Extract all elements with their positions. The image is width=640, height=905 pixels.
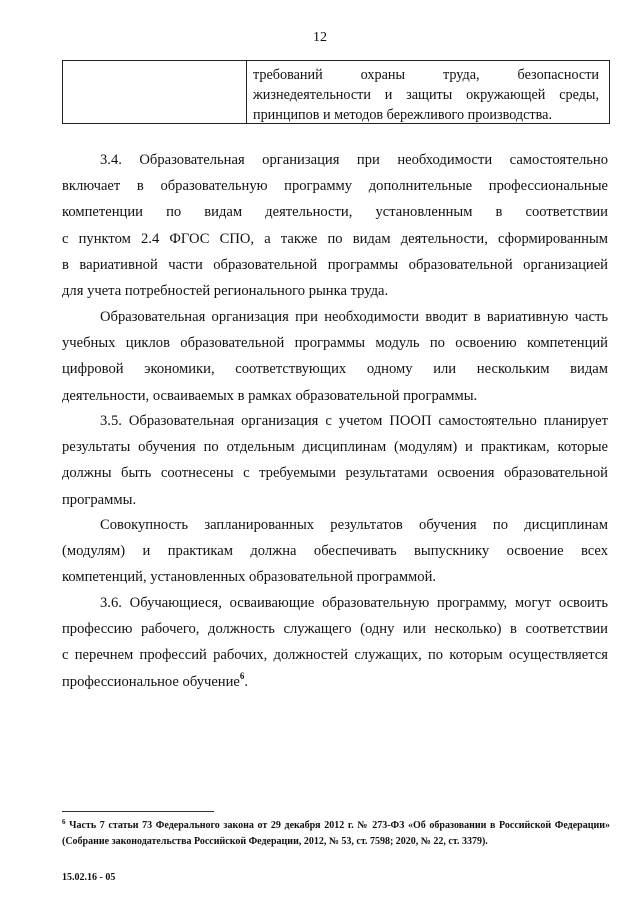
text-line bbox=[62, 669, 608, 696]
footnote-reference[interactable]: 6 bbox=[239, 670, 245, 681]
table-line: жизнедеятельности и защиты окружающей среды, bbox=[253, 87, 599, 103]
text-fragment: . bbox=[244, 673, 249, 690]
paragraph-3-6 bbox=[62, 590, 608, 696]
paragraph-outcomes bbox=[62, 512, 608, 591]
paragraph-digital-economy bbox=[62, 304, 608, 409]
text-line: (модулям) и практикам должна обеспечивать выпускнику освоение всех bbox=[62, 543, 608, 560]
text-line: профессию рабочего, должность служащего (одну или несколько) в соответствии bbox=[62, 621, 608, 638]
footnote-line: (Собрание законодательства Российской Федерации, 2012, № 53, ст. 7598; 2020, № 22, ст. 3379). bbox=[62, 836, 488, 847]
text-line: с пунктом 2.4 ФГОС СПО, а также по видам деятельности, сформированным bbox=[62, 230, 608, 247]
table-text-cell bbox=[253, 65, 599, 125]
text-line: программы. bbox=[62, 491, 137, 508]
text-line: Совокупность запланированных результатов обучения по дисциплинам bbox=[100, 517, 608, 533]
text-line: учебных циклов образовательной программы модуль по освоению компетенций bbox=[62, 335, 608, 352]
footnote-text: Часть 7 статьи 73 Федерального закона от 29 декабря 2012 г. № 273-ФЗ «Об образовании в Российской Федерации» bbox=[69, 820, 611, 831]
footnote-marker: 6 bbox=[62, 818, 66, 826]
table-empty-cell bbox=[63, 61, 247, 123]
text-line: должны быть соотнесены с требуемыми результатами освоения образовательной bbox=[62, 465, 608, 482]
footnote bbox=[62, 818, 610, 849]
text-line: цифровой экономики, соответствующих одному или нескольким видам bbox=[62, 361, 608, 378]
text-line: для учета потребностей регионального рынка труда. bbox=[62, 283, 389, 300]
table-line: принципов и методов бережливого производства. bbox=[253, 107, 552, 123]
text-line: 3.6. Обучающиеся, осваивающие образовательную программу, могут освоить bbox=[100, 595, 608, 611]
paragraph-3-5 bbox=[62, 408, 608, 513]
text-line: 3.5. Образовательная организация с учетом ПООП самостоятельно планирует bbox=[100, 413, 608, 429]
text-fragment: профессиональное обучение bbox=[62, 673, 240, 690]
text-line: результаты обучения по отдельным дисциплинам (модулям) и практикам, которые bbox=[62, 439, 608, 456]
text-line: компетенций, установленных образовательной программой. bbox=[62, 569, 437, 586]
footnote-divider bbox=[62, 811, 214, 812]
page-number: 12 bbox=[313, 30, 327, 45]
text-line: компетенции по видам деятельности, установленным в соответствии bbox=[62, 204, 608, 221]
table-line: требований охраны труда, безопасности bbox=[253, 67, 599, 83]
text-line: деятельности, осваиваемых в рамках образовательной программы. bbox=[62, 387, 478, 404]
table-fragment bbox=[62, 60, 610, 124]
paragraph-3-4 bbox=[62, 147, 608, 304]
text-line: включает в образовательную программу дополнительные профессиональные bbox=[62, 178, 608, 195]
document-code: 15.02.16 - 05 bbox=[62, 872, 116, 883]
text-line: 3.4. Образовательная организация при необходимости самостоятельно bbox=[100, 152, 608, 168]
text-line: Образовательная организация при необходимости вводит в вариативную часть bbox=[100, 309, 608, 325]
text-line: в вариативной части образовательной программы образовательной организацией bbox=[62, 256, 608, 273]
footnote-line bbox=[62, 818, 610, 834]
text-line: с перечнем профессий рабочих, должностей служащих, по которым осуществляется bbox=[62, 647, 608, 664]
